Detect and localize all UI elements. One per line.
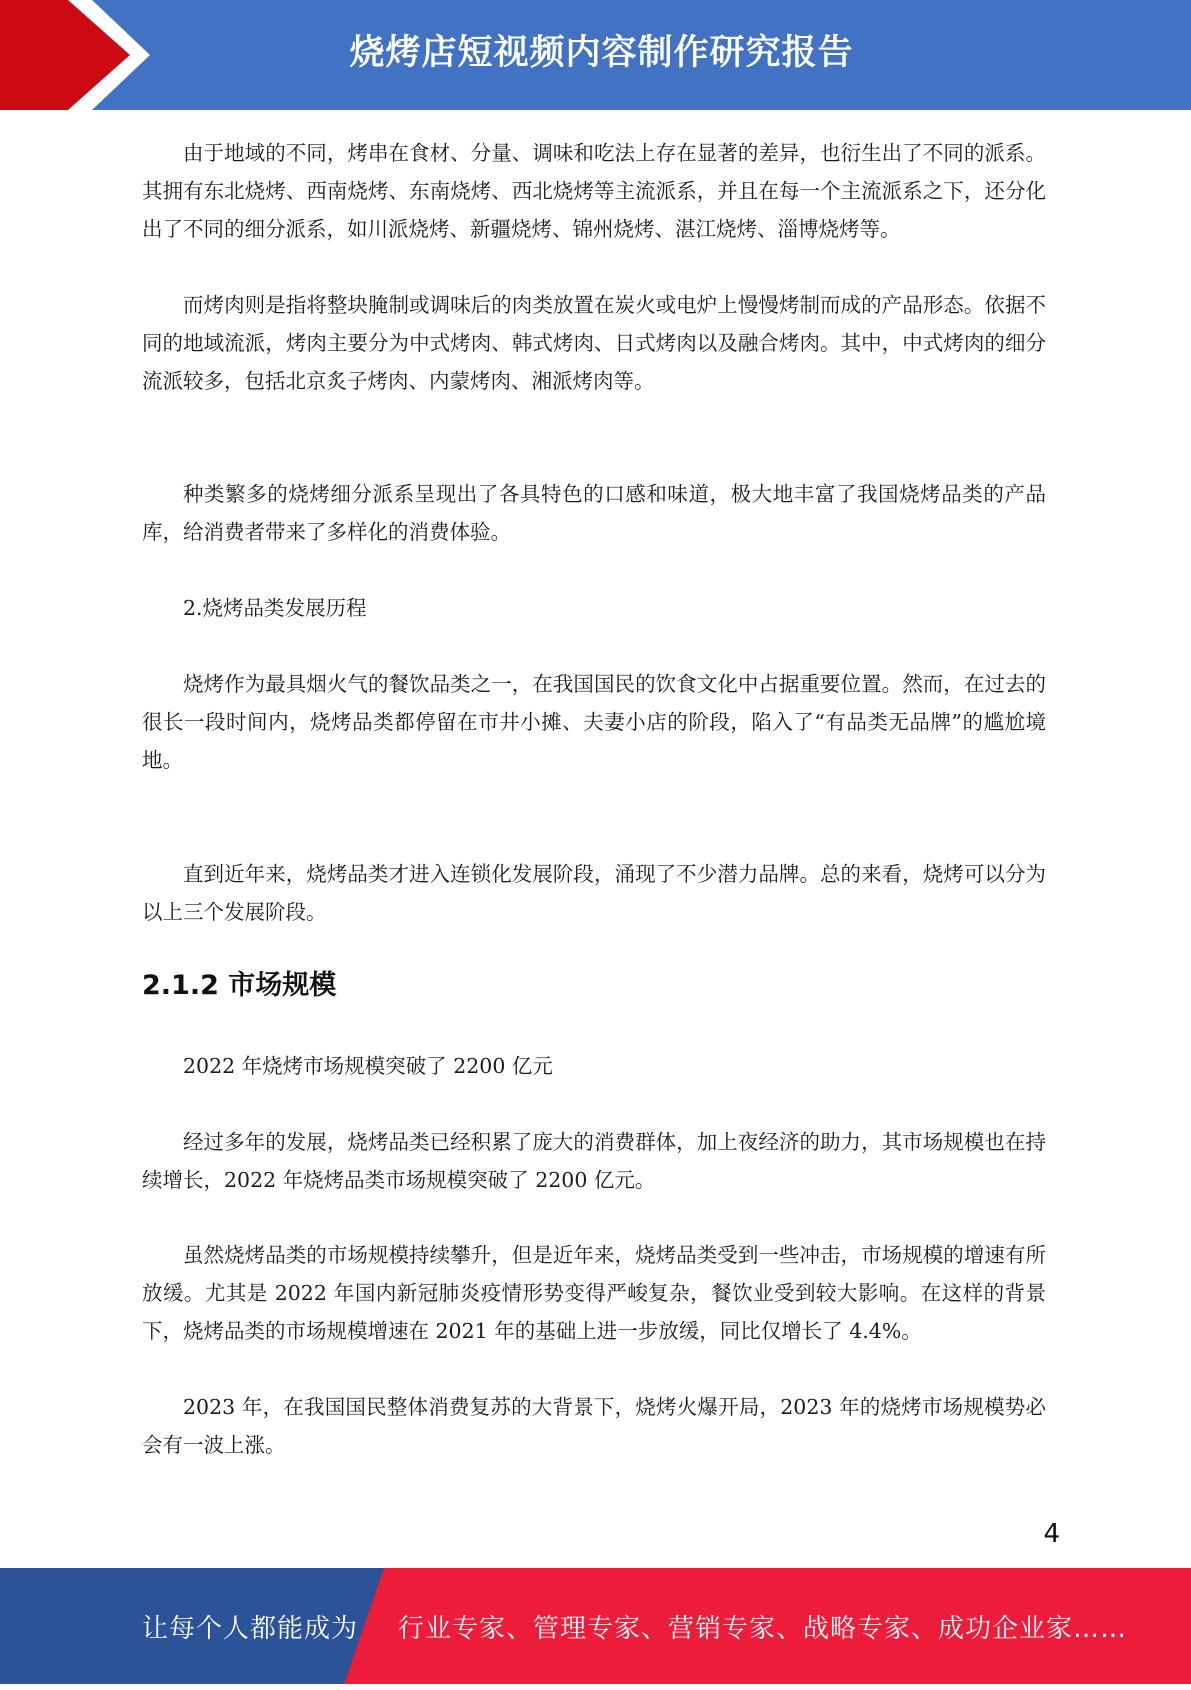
paragraph: 而烤肉则是指将整块腌制或调味后的肉类放置在炭火或电炉上慢慢烤制而成的产品形态。依据不同的地域流派，烤肉主要分为中式烤肉、韩式烤肉、日式烤肉以及融合烤肉。其中，中式烤肉的细分流派较多，包括北京炙子烤肉、内蒙烤肉、湘派烤肉等。 bbox=[142, 293, 1046, 393]
paragraph: 虽然烧烤品类的市场规模持续攀升，但是近年来，烧烤品类受到一些冲击，市场规模的增速有所放缓。尤其是 2022 年国内新冠肺炎疫情形势变得严峻复杂，餐饮业受到较大影响。在这样的背景下，烧烤品类的市场规模增速在 2021 年的基础上进一步放缓，同比仅增长了 4.4%。 bbox=[142, 1243, 1046, 1343]
page-number: 4 bbox=[1043, 1519, 1060, 1549]
report-title: 烧烤店短视频内容制作研究报告 bbox=[349, 33, 854, 73]
footer-slogan-left: 让每个人都能成为 bbox=[142, 1614, 359, 1644]
subsection-label: 2.烧烤品类发展历程 bbox=[183, 596, 367, 620]
footer-slogan-right: 行业专家、管理专家、营销专家、战略专家、成功企业家…… bbox=[398, 1614, 1128, 1644]
page-footer bbox=[0, 1568, 1191, 1684]
page-header bbox=[0, 0, 1191, 110]
paragraph: 直到近年来，烧烤品类才进入连锁化发展阶段，涌现了不少潜力品牌。总的来看，烧烤可以分为以上三个发展阶段。 bbox=[142, 862, 1046, 924]
paragraph: 种类繁多的烧烤细分派系呈现出了各具特色的口感和味道，极大地丰富了我国烧烤品类的产品库，给消费者带来了多样化的消费体验。 bbox=[142, 482, 1046, 544]
section-heading: 2.1.2 市场规模 bbox=[142, 970, 337, 1001]
paragraph: 2022 年烧烤市场规模突破了 2200 亿元 bbox=[183, 1054, 553, 1078]
paragraph: 烧烤作为最具烟火气的餐饮品类之一，在我国国民的饮食文化中占据重要位置。然而，在过去的很长一段时间内，烧烤品类都停留在市井小摊、夫妻小店的阶段，陷入了“有品类无品牌”的尴尬境地。 bbox=[142, 672, 1046, 772]
paragraph: 经过多年的发展，烧烤品类已经积累了庞大的消费群体，加上夜经济的助力，其市场规模也在持续增长，2022 年烧烤品类市场规模突破了 2200 亿元。 bbox=[142, 1130, 1046, 1192]
paragraph: 由于地域的不同，烤串在食材、分量、调味和吃法上存在显著的差异，也衍生出了不同的派系。其拥有东北烧烤、西南烧烤、东南烧烤、西北烧烤等主流派系，并且在每一个主流派系之下，还分化出了不同的细分派系，如川派烧烤、新疆烧烤、锦州烧烤、湛江烧烤、淄博烧烤等。 bbox=[142, 141, 1046, 241]
paragraph: 2023 年，在我国国民整体消费复苏的大背景下，烧烤火爆开局，2023 年的烧烤市场规模势必会有一波上涨。 bbox=[142, 1395, 1046, 1457]
